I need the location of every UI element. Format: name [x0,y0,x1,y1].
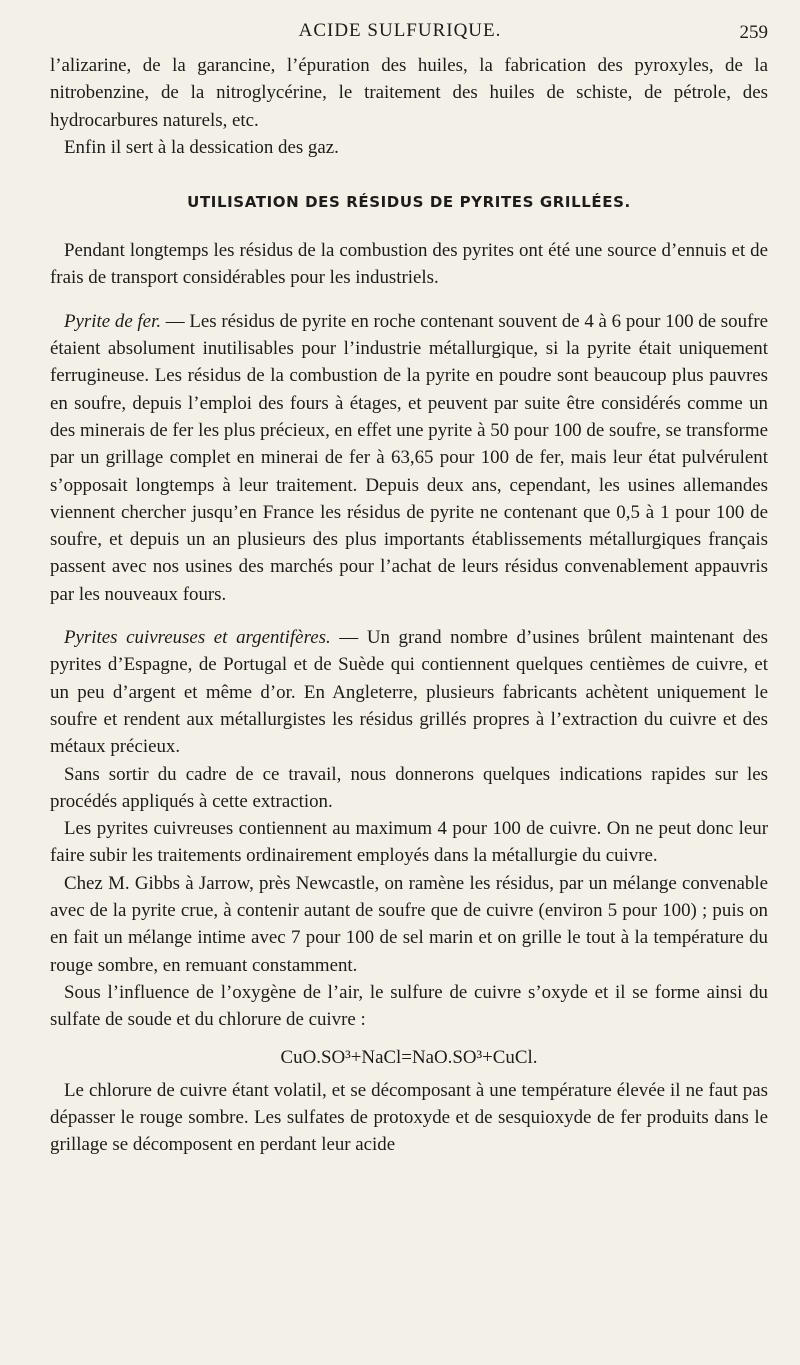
page-number: 259 [739,22,768,43]
pyrites-cuivreuses-text: — Un grand nombre d’usines brûlent maintenant des pyrites d’Espagne, de Portugal et de Suède qui contiennent quelques centièmes de cuivre, et un peu d’argent et même d’or. En Angleterre, plusieurs fabricants achètent uniquement le soufre et rendent aux métallurgistes les résidus grillés propres à l’extraction du cuivre et des métaux précieux. [50,627,768,758]
running-header [0,18,800,44]
paragraph-influence: Sous l’influence de l’oxygène de l’air, le sulfure de cuivre s’oxyde et il se forme ainsi du sulfate de soude et du chlorure de cuivre : [50,981,768,1031]
paragraph-dessication: Enfin il sert à la dessication des gaz. [64,136,339,158]
paragraph-chlorure: Le chlorure de cuivre étant volatil, et se décomposant à une température élevée il ne faut pas dépasser le rouge sombre. Les sulfates de protoxyde et de sesquioxyde de fer produits dans le grillage se décomposent en perdant leur acide [50,1079,768,1156]
page-body [50,52,768,1159]
paragraph-gibbs: Chez M. Gibbs à Jarrow, près Newcastle, on ramène les résidus, par un mélange convenable avec de la pyrite crue, à contenir autant de soufre que de cuivre (environ 5 pour 100) ; puis on en fait un mélange intime avec 7 pour 100 de sel marin et on grille le tout à la température du rouge sombre, en remuant constamment. [50,872,768,976]
paragraph-sans-sortir: Sans sortir du cadre de ce travail, nous donnerons quelques indications rapides sur les procédés appliqués à cette extraction. [50,763,768,812]
paragraph-intro: l’alizarine, de la garancine, l’épuration des huiles, la fabrication des pyroxyles, de la nitrobenzine, de la nitroglycérine, le traitement des huiles de schiste, de pétrole, des hydrocarbures naturels, etc. [50,55,768,131]
paragraph-pyrite-de-fer [50,308,768,608]
pyrites-cuivreuses-title: Pyrites cuivreuses et argentifères. [64,627,331,649]
section-heading: UTILISATION DES RÉSIDUS DE PYRITES GRILLÉES. [187,193,631,212]
chemical-equation: CuO.SO³+NaCl=NaO.SO³+CuCl. [280,1046,538,1068]
paragraph-pyrites-contiennent: Les pyrites cuivreuses contiennent au maximum 4 pour 100 de cuivre. On ne peut donc leur faire subir les traitements ordinairement employés dans la métallurgie du cuivre. [50,818,768,867]
paragraph-longtemps: Pendant longtemps les résidus de la combustion des pyrites ont été une source d’ennuis et de frais de transport considérables pour les industriels. [50,240,768,289]
paragraph-pyrites-cuivreuses [50,624,768,760]
running-title: ACIDE SULFURIQUE. [298,20,502,41]
pyrite-de-fer-text: — Les résidus de pyrite en roche contenant souvent de 4 à 6 pour 100 de soufre étaient absolument inutilisables pour l’industrie métallurgique, si la pyrite était uniquement ferrugineuse. Les résidus de la combustion de la pyrite en poudre sont beaucoup plus pauvres en soufre, depuis l’emploi des fours à étages, et peuvent par suite être considérés comme un des minerais de fer les plus précieux, en effet une pyrite à 50 pour 100 de soufre, se transforme par un grillage complet en minerai de fer à 63,65 pour 100 de fer, mais leur état pulvérulent s’opposait longtemps à leur traitement. Depuis deux ans, cependant, les usines allemandes viennent chercher jusqu’en France les résidus de pyrite ne contenant que 0,5 à 1 pour 100 de soufre, et depuis un an plusieurs des plus importants établissements métallurgiques français passent avec nos usines des marchés pour l’achat de leurs résidus convenablement appauvris par les nouveaux fours. [50,310,768,605]
pyrite-de-fer-title: Pyrite de fer. [64,310,162,332]
